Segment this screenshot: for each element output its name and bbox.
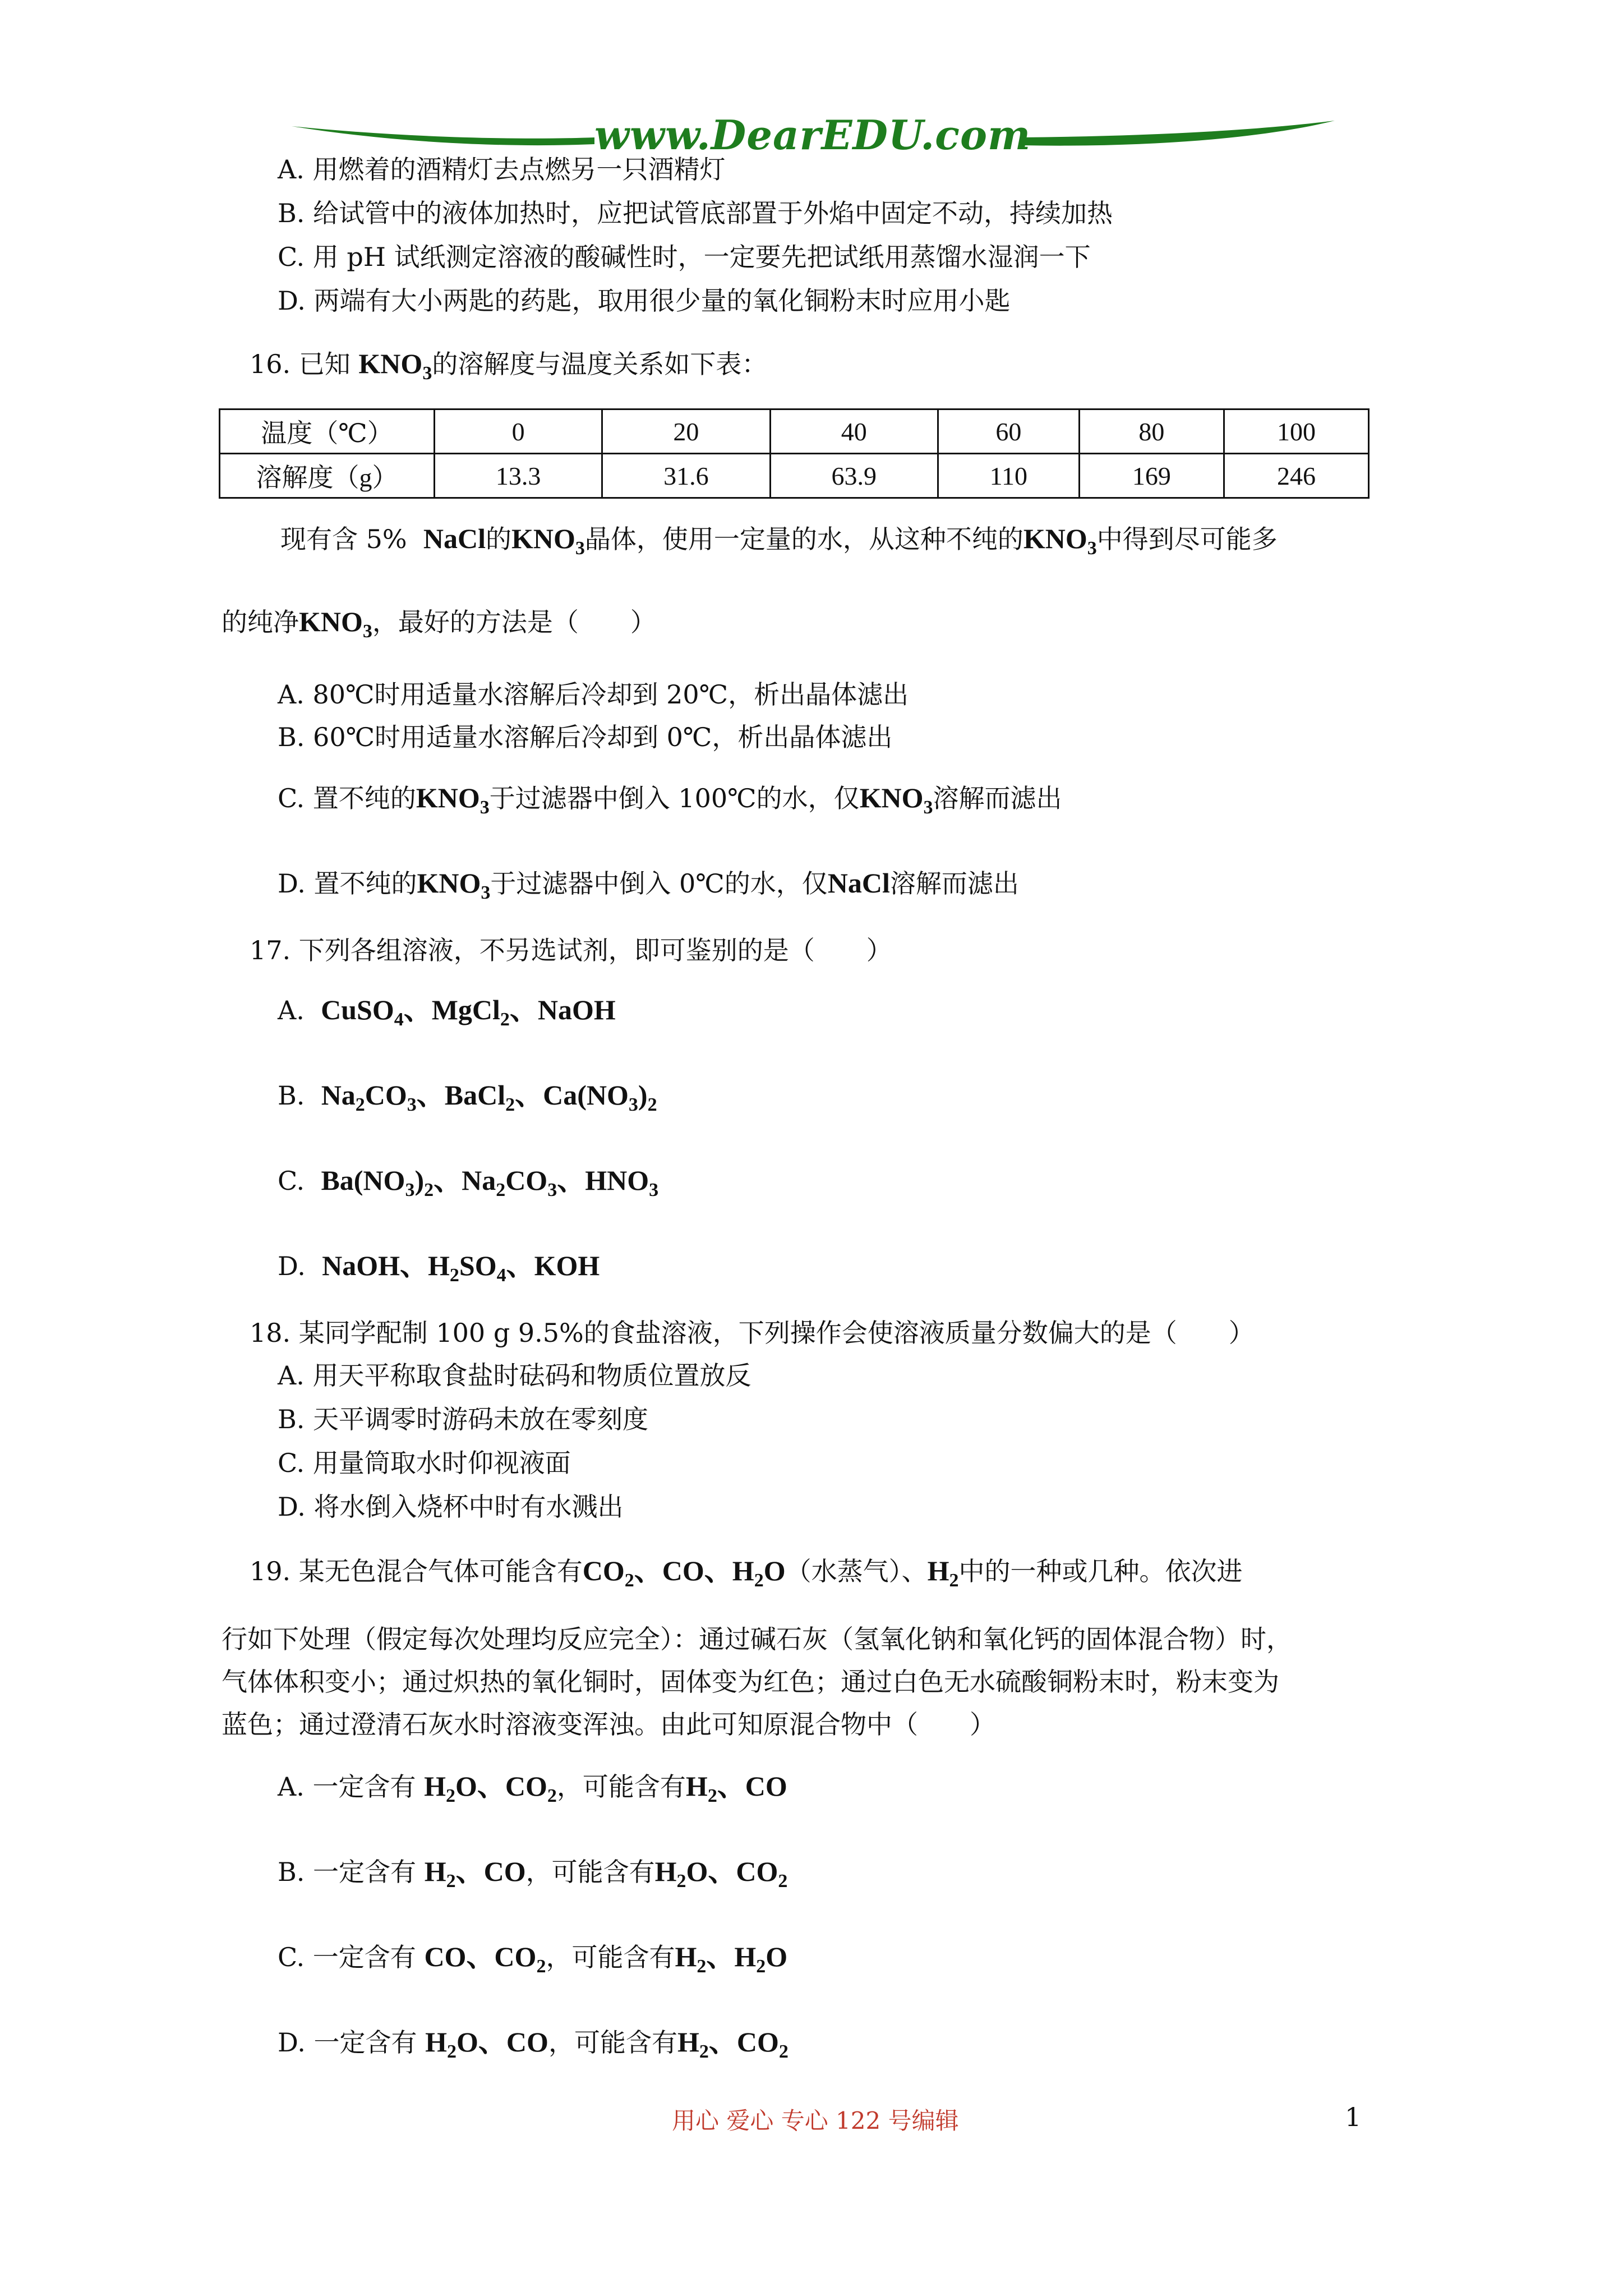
table-cell: 13.3 <box>435 454 602 498</box>
q16-description-line1: 现有含 5% NaCl的$KNO_3$晶体，使用一定量的水，从这种不纯的$KNO_3$中得到尽可能多 <box>280 523 1278 559</box>
q17-option-d: D. NaOH、$H_2SO_4$、KOH <box>278 1250 600 1286</box>
table-cell: 0 <box>435 409 602 454</box>
q15-option-c: C. 用 pH 试纸测定溶液的酸碱性时，一定要先把试纸用蒸馏水湿润一下 <box>278 242 1091 272</box>
q18-stem: 18. 某同学配制 100 g 9.5%的食盐溶液，下列操作会使溶液质量分数偏大的是（ ） <box>250 1318 1255 1348</box>
q17-option-b: B. $Na_2CO_3$、BaCl$_2$、$Ca(NO_3)_2$ <box>278 1079 657 1115</box>
table-cell: 20 <box>602 409 770 454</box>
table-row <box>220 409 1369 454</box>
footer-text: 用心 爱心 专心 122 号编辑 <box>672 2107 959 2134</box>
q19-body-line4: 蓝色；通过澄清石灰水时溶液变浑浊。由此可知原混合物中（ ） <box>222 1709 995 1740</box>
q19-stem: 19. 某无色混合气体可能含有$CO_2$、CO、$H_2O$（水蒸气）、$H_2$中的一种或几种。依次进 <box>250 1555 1243 1591</box>
q19-option-b: B. 一定含有 $H_2$、CO，可能含有$H_2O$、$CO_2$ <box>278 1856 788 1892</box>
q15-option-d: D. 两端有大小两匙的药匙，取用很少量的氧化铜粉末时应用小匙 <box>278 286 1011 316</box>
table-cell: 246 <box>1224 454 1368 498</box>
q19-option-a: A. 一定含有 $H_2O$、$CO_2$，可能含有$H_2$、CO <box>278 1770 787 1806</box>
q17-option-c: C. $Ba(NO_3)_2$、$Na_2CO_3$、$HNO_3$ <box>278 1165 659 1200</box>
q19-body-line2: 行如下处理（假定每次处理均反应完全）：通过碱石灰（氢氧化钠和氧化钙的固体混合物）时， <box>222 1624 1292 1654</box>
table-cell: 40 <box>770 409 938 454</box>
q19-option-d: D. 一定含有 $H_2O$、CO，可能含有$H_2$、$CO_2$ <box>278 2026 789 2062</box>
solubility-table <box>219 408 1370 499</box>
table-cell: 63.9 <box>770 454 938 498</box>
q16-option-d: D. 置不纯的$KNO_3$于过滤器中倒入 0℃的水，仅NaCl溶解而滤出 <box>278 867 1019 903</box>
q18-option-b: B. 天平调零时游码未放在零刻度 <box>278 1404 649 1434</box>
table-cell: 60 <box>938 409 1079 454</box>
q15-option-b: B. 给试管中的液体加热时，应把试管底部置于外焰中固定不动，持续加热 <box>278 198 1113 228</box>
table-cell: 110 <box>938 454 1079 498</box>
table-row <box>220 454 1369 498</box>
q17-stem: 17. 下列各组溶液，不另选试剂，即可鉴别的是（ ） <box>250 935 892 965</box>
table-cell: 80 <box>1079 409 1224 454</box>
q16-option-b: B. 60℃时用适量水溶解后冷却到 0℃，析出晶体滤出 <box>278 722 893 752</box>
page-number: 1 <box>1345 2102 1362 2132</box>
q16-option-c: C. 置不纯的$KNO_3$于过滤器中倒入 100℃的水，仅$KNO_3$溶解而滤出 <box>278 782 1062 818</box>
table-cell: 溶解度（g） <box>220 454 435 498</box>
q19-option-c: C. 一定含有 CO、$CO_2$，可能含有$H_2$、$H_2O$ <box>278 1941 788 1977</box>
table-cell: 169 <box>1079 454 1224 498</box>
q15-option-a: A. 用燃着的酒精灯去点燃另一只酒精灯 <box>278 154 726 185</box>
table-cell: 100 <box>1224 409 1368 454</box>
q19-body-line3: 气体体积变小；通过炽热的氧化铜时，固体变为红色；通过白色无水硫酸铜粉末时，粉末变为 <box>222 1667 1279 1697</box>
table-cell: 温度（℃） <box>220 409 435 454</box>
q16-option-a: A. 80℃时用适量水溶解后冷却到 20℃，析出晶体滤出 <box>278 679 909 710</box>
table-cell: 31.6 <box>602 454 770 498</box>
q17-option-a: A. CuSO$_4$、MgCl$_2$、NaOH <box>278 994 616 1030</box>
q16-description-line2: 的纯净$KNO_3$，最好的方法是（ ） <box>222 606 656 642</box>
q18-option-c: C. 用量筒取水时仰视液面 <box>278 1448 571 1478</box>
q16-stem: 16. 已知 $KNO_3$的溶解度与温度关系如下表： <box>250 348 768 384</box>
site-logo-text[interactable]: www.DearEDU.com <box>594 111 1031 159</box>
q18-option-a: A. 用天平称取食盐时砝码和物质位置放反 <box>278 1360 751 1391</box>
q18-option-d: D. 将水倒入烧杯中时有水溅出 <box>278 1492 624 1522</box>
